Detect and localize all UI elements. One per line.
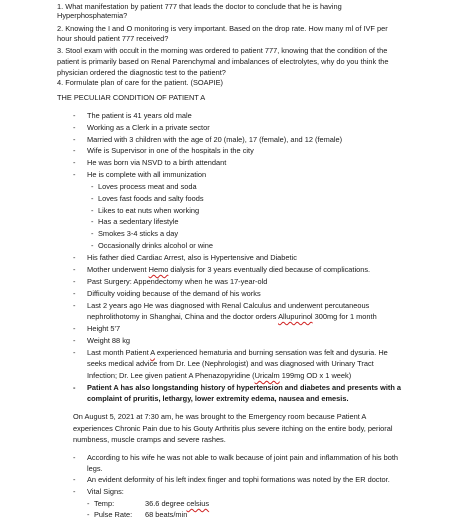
bullet-text bbox=[87, 313, 377, 320]
bullet-dash: - bbox=[73, 146, 76, 155]
subbullet-dash: - bbox=[91, 182, 94, 191]
bullet-text bbox=[87, 372, 351, 379]
vital-dash: - bbox=[87, 510, 90, 519]
bullet-text bbox=[87, 349, 388, 356]
subbullet-dash: - bbox=[91, 217, 94, 226]
renal-text-a: nephrolithotomy in Shanghai, China and the doctor orders bbox=[87, 312, 277, 321]
bullet-dash: - bbox=[73, 348, 76, 357]
subbullet-dash: - bbox=[91, 194, 94, 203]
question-4: 4. Formulate plan of care for the patient. (SOAPIE) bbox=[57, 78, 223, 87]
infection-text-a: Infection; Dr. Lee given patient A Phenazopyridine ( bbox=[87, 371, 255, 380]
mother-text-b: dialysis for 3 years eventually died because of complications. bbox=[170, 265, 371, 274]
bullet-dash: - bbox=[73, 383, 76, 392]
bullet-text: According to his wife he was not able to walk because of joint pain and inflammation of his both bbox=[87, 453, 398, 462]
bullet-text: seeks medical advice from Dr. Lee (Nephrologist) and was diagnosed with Urinary Tract bbox=[87, 359, 374, 368]
question-2-line-2: hour should patient 777 received? bbox=[57, 34, 169, 43]
bullet-text: Past Surgery: Appendectomy when he was 17-year-old bbox=[87, 277, 268, 286]
bullet-text: Last 2 years ago He was diagnosed with Renal Calculus and underwent percutaneous bbox=[87, 301, 370, 310]
bullet-text: He was born via NSVD to a birth attendant bbox=[87, 158, 227, 167]
subbullet-text: Loves fast foods and salty foods bbox=[98, 194, 204, 203]
bullet-text: He is complete with all immunization bbox=[87, 170, 207, 179]
bullet-dash: - bbox=[73, 253, 76, 262]
question-1-line-2: Hyperphosphatemia? bbox=[57, 11, 128, 20]
bullet-dash: - bbox=[73, 170, 76, 179]
temp-value-a: 36.6 degree bbox=[145, 499, 187, 508]
vital-label: Temp: bbox=[94, 499, 115, 508]
bullet-text: An evident deformity of his left index finger and tophi formations was noted by the ER doctor. bbox=[87, 475, 390, 484]
section-heading: THE PECULIAR CONDITION OF PATIENT A bbox=[57, 93, 206, 102]
bullet-dash: - bbox=[73, 158, 76, 167]
bullet-text: His father died Cardiac Arrest, also is Hypertensive and Diabetic bbox=[87, 253, 297, 262]
vital-value bbox=[145, 500, 209, 507]
bullet-dash: - bbox=[73, 453, 76, 462]
bullet-text: complaint of pruritis, lethargy, lower extremity edema, nausea and emesis. bbox=[87, 394, 349, 403]
vital-dash: - bbox=[87, 499, 90, 508]
question-2-line-1: 2. Knowing the I and O monitoring is very important. Based on the drop rate. How many ml of IVF per bbox=[57, 24, 388, 33]
bullet-dash: - bbox=[73, 277, 76, 286]
bullet-text: legs. bbox=[87, 464, 103, 473]
paragraph-line-1: On August 5, 2021 at 7:30 am, he was brought to the Emergency room because Patient A bbox=[73, 412, 367, 421]
question-3-line-3: physician ordered the diagnostic test to the patient? bbox=[57, 68, 226, 77]
bullet-text: Married with 3 children with the age of 20 (male), 17 (female), and 12 (female) bbox=[87, 135, 343, 144]
renal-text-b: 300mg for 1 month bbox=[314, 312, 377, 321]
spelling-flag-uricalm: Uricalm bbox=[254, 371, 280, 380]
mother-text-a: Mother underwent bbox=[87, 265, 147, 274]
question-3-line-2: patient is primarily based on Renal Parenchymal and imbalances of electrolytes, why do you think the bbox=[57, 57, 389, 66]
spelling-flag-celsius: celsius bbox=[186, 499, 210, 508]
question-1-line-1: 1. What manifestation by patient 777 that leads the doctor to conclude that he is having bbox=[57, 2, 342, 11]
question-3-line-1: 3. Stool exam with occult in the morning was ordered to patient 777, knowing that the condition of the bbox=[57, 46, 388, 55]
bullet-dash: - bbox=[73, 487, 76, 496]
subbullet-text: Smokes 3-4 sticks a day bbox=[98, 229, 179, 238]
spelling-flag-allupurinol: Allupurinol bbox=[278, 312, 313, 321]
bullet-dash: - bbox=[73, 123, 76, 132]
subbullet-dash: - bbox=[91, 229, 94, 238]
last-month-text-b: experienced hematuria and burning sensation was felt and dysuria. He bbox=[156, 348, 388, 357]
bullet-text: Weight 88 kg bbox=[87, 336, 131, 345]
bullet-text: Patient A has also longstanding history of hypertension and diabetes and presents with a bbox=[87, 383, 402, 392]
spelling-flag-hemo: Hemo bbox=[148, 265, 169, 274]
subbullet-dash: - bbox=[91, 241, 94, 250]
subbullet-text: Occasionally drinks alcohol or wine bbox=[98, 241, 214, 250]
bullet-text: Difficulty voiding because of the demand of his works bbox=[87, 289, 261, 298]
bullet-text: Wife is Supervisor in one of the hospitals in the city bbox=[87, 146, 254, 155]
bullet-dash: - bbox=[73, 475, 76, 484]
vital-label: Pulse Rate: bbox=[94, 510, 133, 519]
bullet-dash: - bbox=[73, 336, 76, 345]
subbullet-dash: - bbox=[91, 206, 94, 215]
last-month-text-a: Last month Patient bbox=[87, 348, 149, 357]
bullet-text bbox=[87, 266, 370, 273]
subbullet-text: Has a sedentary lifestyle bbox=[98, 217, 179, 226]
subbullet-text: Likes to eat nuts when working bbox=[98, 206, 200, 215]
paragraph-line-2: experiences Chronic Pain due to his Gouty Arthritis plus severe itching on the entire body, perioral bbox=[73, 424, 393, 433]
vital-value: 68 beats/min bbox=[145, 510, 188, 519]
subbullet-text: Loves process meat and soda bbox=[98, 182, 197, 191]
bullet-dash: - bbox=[73, 289, 76, 298]
paragraph-line-3: numbness, muscle cramps and severe rashes. bbox=[73, 435, 226, 444]
bullet-dash: - bbox=[73, 111, 76, 120]
spelling-flag-a: A bbox=[150, 348, 155, 357]
infection-text-b: 199mg OD x 1 week) bbox=[281, 371, 352, 380]
bullet-dash: - bbox=[73, 324, 76, 333]
bullet-text: The patient is 41 years old male bbox=[87, 111, 192, 120]
bullet-dash: - bbox=[73, 135, 76, 144]
bullet-dash: - bbox=[73, 301, 76, 310]
bullet-dash: - bbox=[73, 265, 76, 274]
bullet-text: Height 5'7 bbox=[87, 324, 121, 333]
bullet-text: Working as a Clerk in a private sector bbox=[87, 123, 210, 132]
bullet-text: Vital Signs: bbox=[87, 487, 124, 496]
